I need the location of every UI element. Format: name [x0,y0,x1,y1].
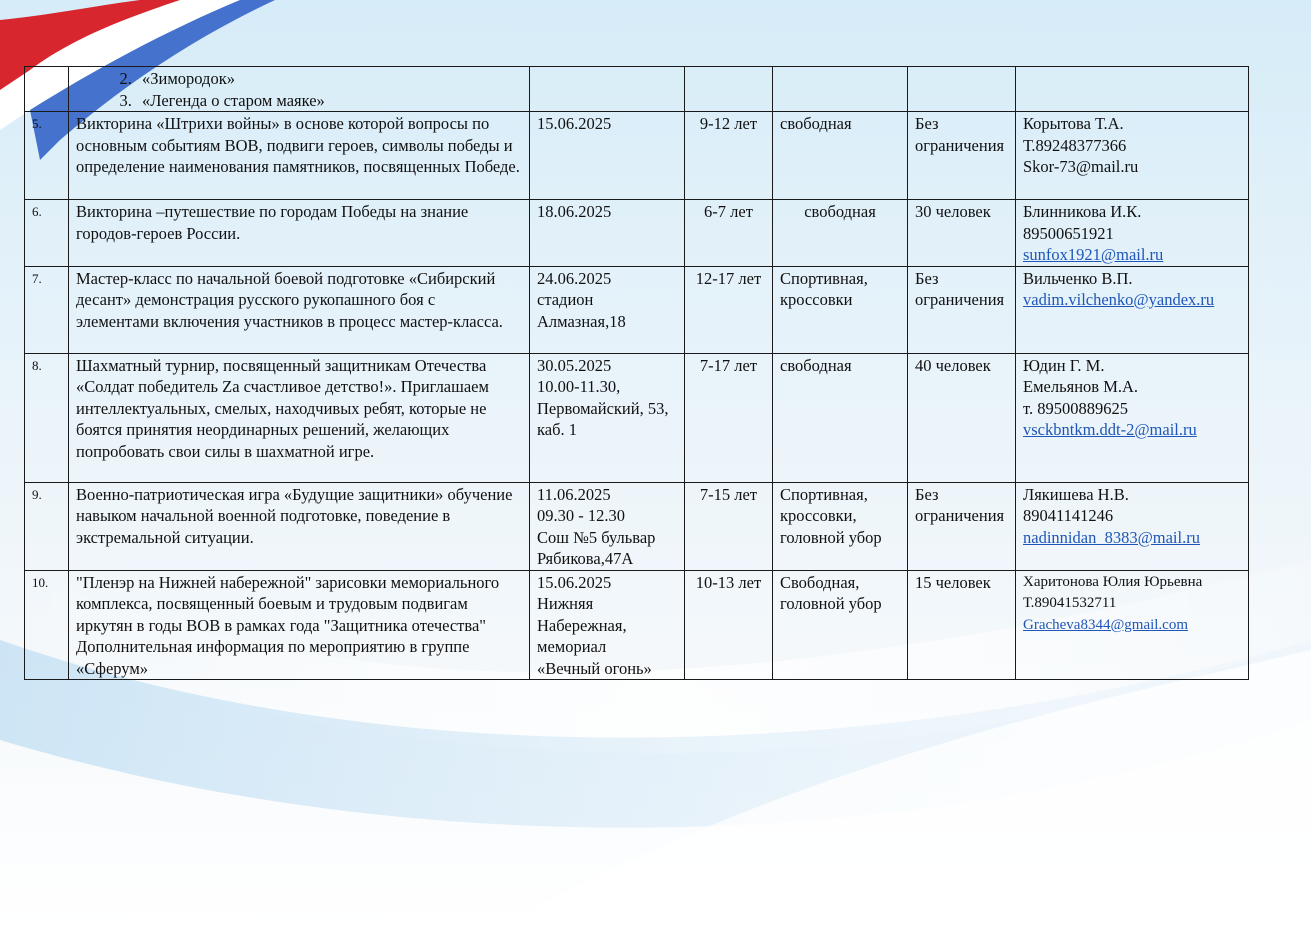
event-title [69,200,530,267]
email-link[interactable]: nadinnidan_8383@mail.ru [1023,527,1200,547]
events-table [24,66,1249,680]
list-item: 3. «Легенда о старом маяке» [136,90,522,112]
event-title [69,112,530,200]
date-line: 09.30 - 12.30 [537,506,625,525]
table-row [25,570,1249,680]
event-dress [773,570,908,680]
cell-dress [773,67,908,112]
limit-text: Без ограничения [915,114,1005,155]
event-title-text: Шахматный турнир, посвященный защитникам Отечества «Солдат победитель Zа счастливое детство!». Приглашаем интеллектуальных, смелых, находчивых ребят, которые не боятся принятия неординарных решений, желающих попробовать свои силы в шахматной игре. [76,355,489,461]
contact-line: Вильченко В.П. [1023,268,1133,288]
event-contacts [1016,482,1249,570]
contact-line: Корытова Т.А. [1023,114,1124,133]
table-row [25,112,1249,200]
event-age [685,266,773,353]
date-line: Набережная, [537,615,627,635]
contact-line: Т.89041532711 [1023,595,1117,611]
event-limit [908,353,1016,482]
event-date-place [530,570,685,680]
continuation-row [25,67,1249,112]
limit-text: 15 человек [915,572,991,592]
date-line: стадион [537,290,594,309]
row-number-text: 6. [32,204,42,219]
event-age [685,482,773,570]
age-text: 12-17 лет [695,268,762,288]
event-age [685,570,773,680]
date-line: Алмазная,18 [537,311,626,331]
event-date-place [530,266,685,353]
event-title [69,482,530,570]
row-number-text: 9. [32,486,42,502]
table-row [25,200,1249,267]
contact-line: Блинникова И.К. [1023,202,1142,221]
cell-num [25,67,69,112]
date-line: Первомайский, 53, каб. 1 [537,398,669,439]
event-title-text: Викторина –путешествие по городам Победы на знание городов-героев России. [76,202,469,243]
date-line: 24.06.2025 [537,268,612,288]
event-contacts [1016,353,1249,482]
event-title-text: Мастер-класс по начальной боевой подготовке «Сибирский десант» демонстрация русского рукопашного боя с элементами включения участников в процесс мастер-класса. [76,268,503,331]
event-contacts [1016,570,1249,680]
age-text: 6-7 лет [704,202,753,221]
age-text: 7-17 лет [699,355,758,375]
event-date-place [530,200,685,267]
event-limit [908,570,1016,680]
dress-text: Свободная, головной убор [780,572,882,613]
event-title [69,570,530,680]
event-contacts [1016,266,1249,353]
cell-contacts [1016,67,1249,112]
event-age [685,353,773,482]
date-line: Нижняя [537,594,594,613]
event-title [69,266,530,353]
table-row [25,266,1249,353]
row-number-text: 5. [32,116,42,131]
event-title [69,353,530,482]
table-row [25,353,1249,482]
event-limit [908,266,1016,353]
contact-line: Т.89248377366 [1023,135,1127,155]
dress-text: свободная [780,114,852,133]
date-line: мемориал [537,637,607,656]
contact-line: 89500651921 [1023,223,1114,243]
contact-line: т. 89500889625 [1023,398,1128,418]
cell-date [530,67,685,112]
cell-title [69,67,530,112]
event-title-text: Военно-патриотическая игра «Будущие защитники» обучение навыком начальной военной подготовке, поведение в экстремальной ситуации. [76,484,513,547]
date-line: 18.06.2025 [537,202,612,221]
email-link[interactable]: vsckbntkm.ddt-2@mail.ru [1023,420,1197,439]
row-number-text: 7. [32,270,42,286]
row-number-text: 10. [32,574,49,590]
email-link[interactable]: sunfox1921@mail.ru [1023,245,1164,264]
row-number [25,112,69,200]
limit-text: 30 человек [915,202,991,221]
limit-text: Без ограничения [915,484,1005,525]
contact-line: Харитонова Юлия Юрьевна [1023,573,1203,590]
dress-text: свободная [780,355,852,375]
contact-line: Skor-73@mail.ru [1023,157,1139,176]
age-text: 9-12 лет [699,114,758,133]
limit-text: 40 человек [915,355,991,375]
event-dress [773,266,908,353]
list-item: 2. «Зимородок» [136,68,522,90]
date-line: 30.05.2025 [537,355,612,375]
age-text: 7-15 лет [699,484,758,504]
limit-text: Без ограничения [915,268,1005,309]
event-dress [773,482,908,570]
date-line: 15.06.2025 [537,114,612,133]
event-dress [773,200,908,267]
row-number [25,266,69,353]
date-line: «Вечный огонь» [537,658,652,678]
dress-text: Спортивная, кроссовки [780,268,868,309]
date-line: Сош №5 бульвар Рябикова,47А [537,527,656,568]
date-line: 11.06.2025 [537,484,611,504]
date-line: 10.00-11.30, [537,377,621,396]
event-title-text: "Пленэр на Нижней набережной" зарисовки мемориального комплекса, посвященный боевым и трудовым подвигам иркутян в годы ВОВ в рамках года "Защитника отечества" Дополнительная информация по мероприятию в группе «Сферум» [76,572,500,678]
contact-line: 89041141246 [1023,506,1114,525]
table-row [25,482,1249,570]
row-number [25,200,69,267]
event-limit [908,112,1016,200]
event-dress [773,353,908,482]
event-dress [773,112,908,200]
row-number [25,570,69,680]
event-age [685,112,773,200]
row-number-text: 8. [32,357,42,373]
event-limit [908,200,1016,267]
event-date-place [530,353,685,482]
dress-text: Спортивная, кроссовки, головной убор [780,484,882,547]
event-date-place [530,112,685,200]
event-contacts [1016,112,1249,200]
event-limit [908,482,1016,570]
continuation-list [76,68,522,111]
contact-line: Емельянов М.А. [1023,377,1139,396]
row-number [25,353,69,482]
row-number [25,482,69,570]
cell-limit [908,67,1016,112]
event-age [685,200,773,267]
event-date-place [530,482,685,570]
dress-text: свободная [804,202,876,221]
email-link[interactable]: Gracheva8344@gmail.com [1023,616,1189,633]
age-text: 10-13 лет [695,572,762,592]
date-line: 15.06.2025 [537,572,612,592]
email-link[interactable]: vadim.vilchenko@yandex.ru [1023,290,1215,309]
cell-age [685,67,773,112]
contact-line: Лякишева Н.В. [1023,484,1129,504]
contact-line: Юдин Г. М. [1023,355,1105,375]
event-title-text: Викторина «Штрихи войны» в основе которой вопросы по основным событиям ВОВ, подвиги героев, символы победы и определение наименования памятников, посвященных Победе. [76,114,520,176]
event-contacts [1016,200,1249,267]
